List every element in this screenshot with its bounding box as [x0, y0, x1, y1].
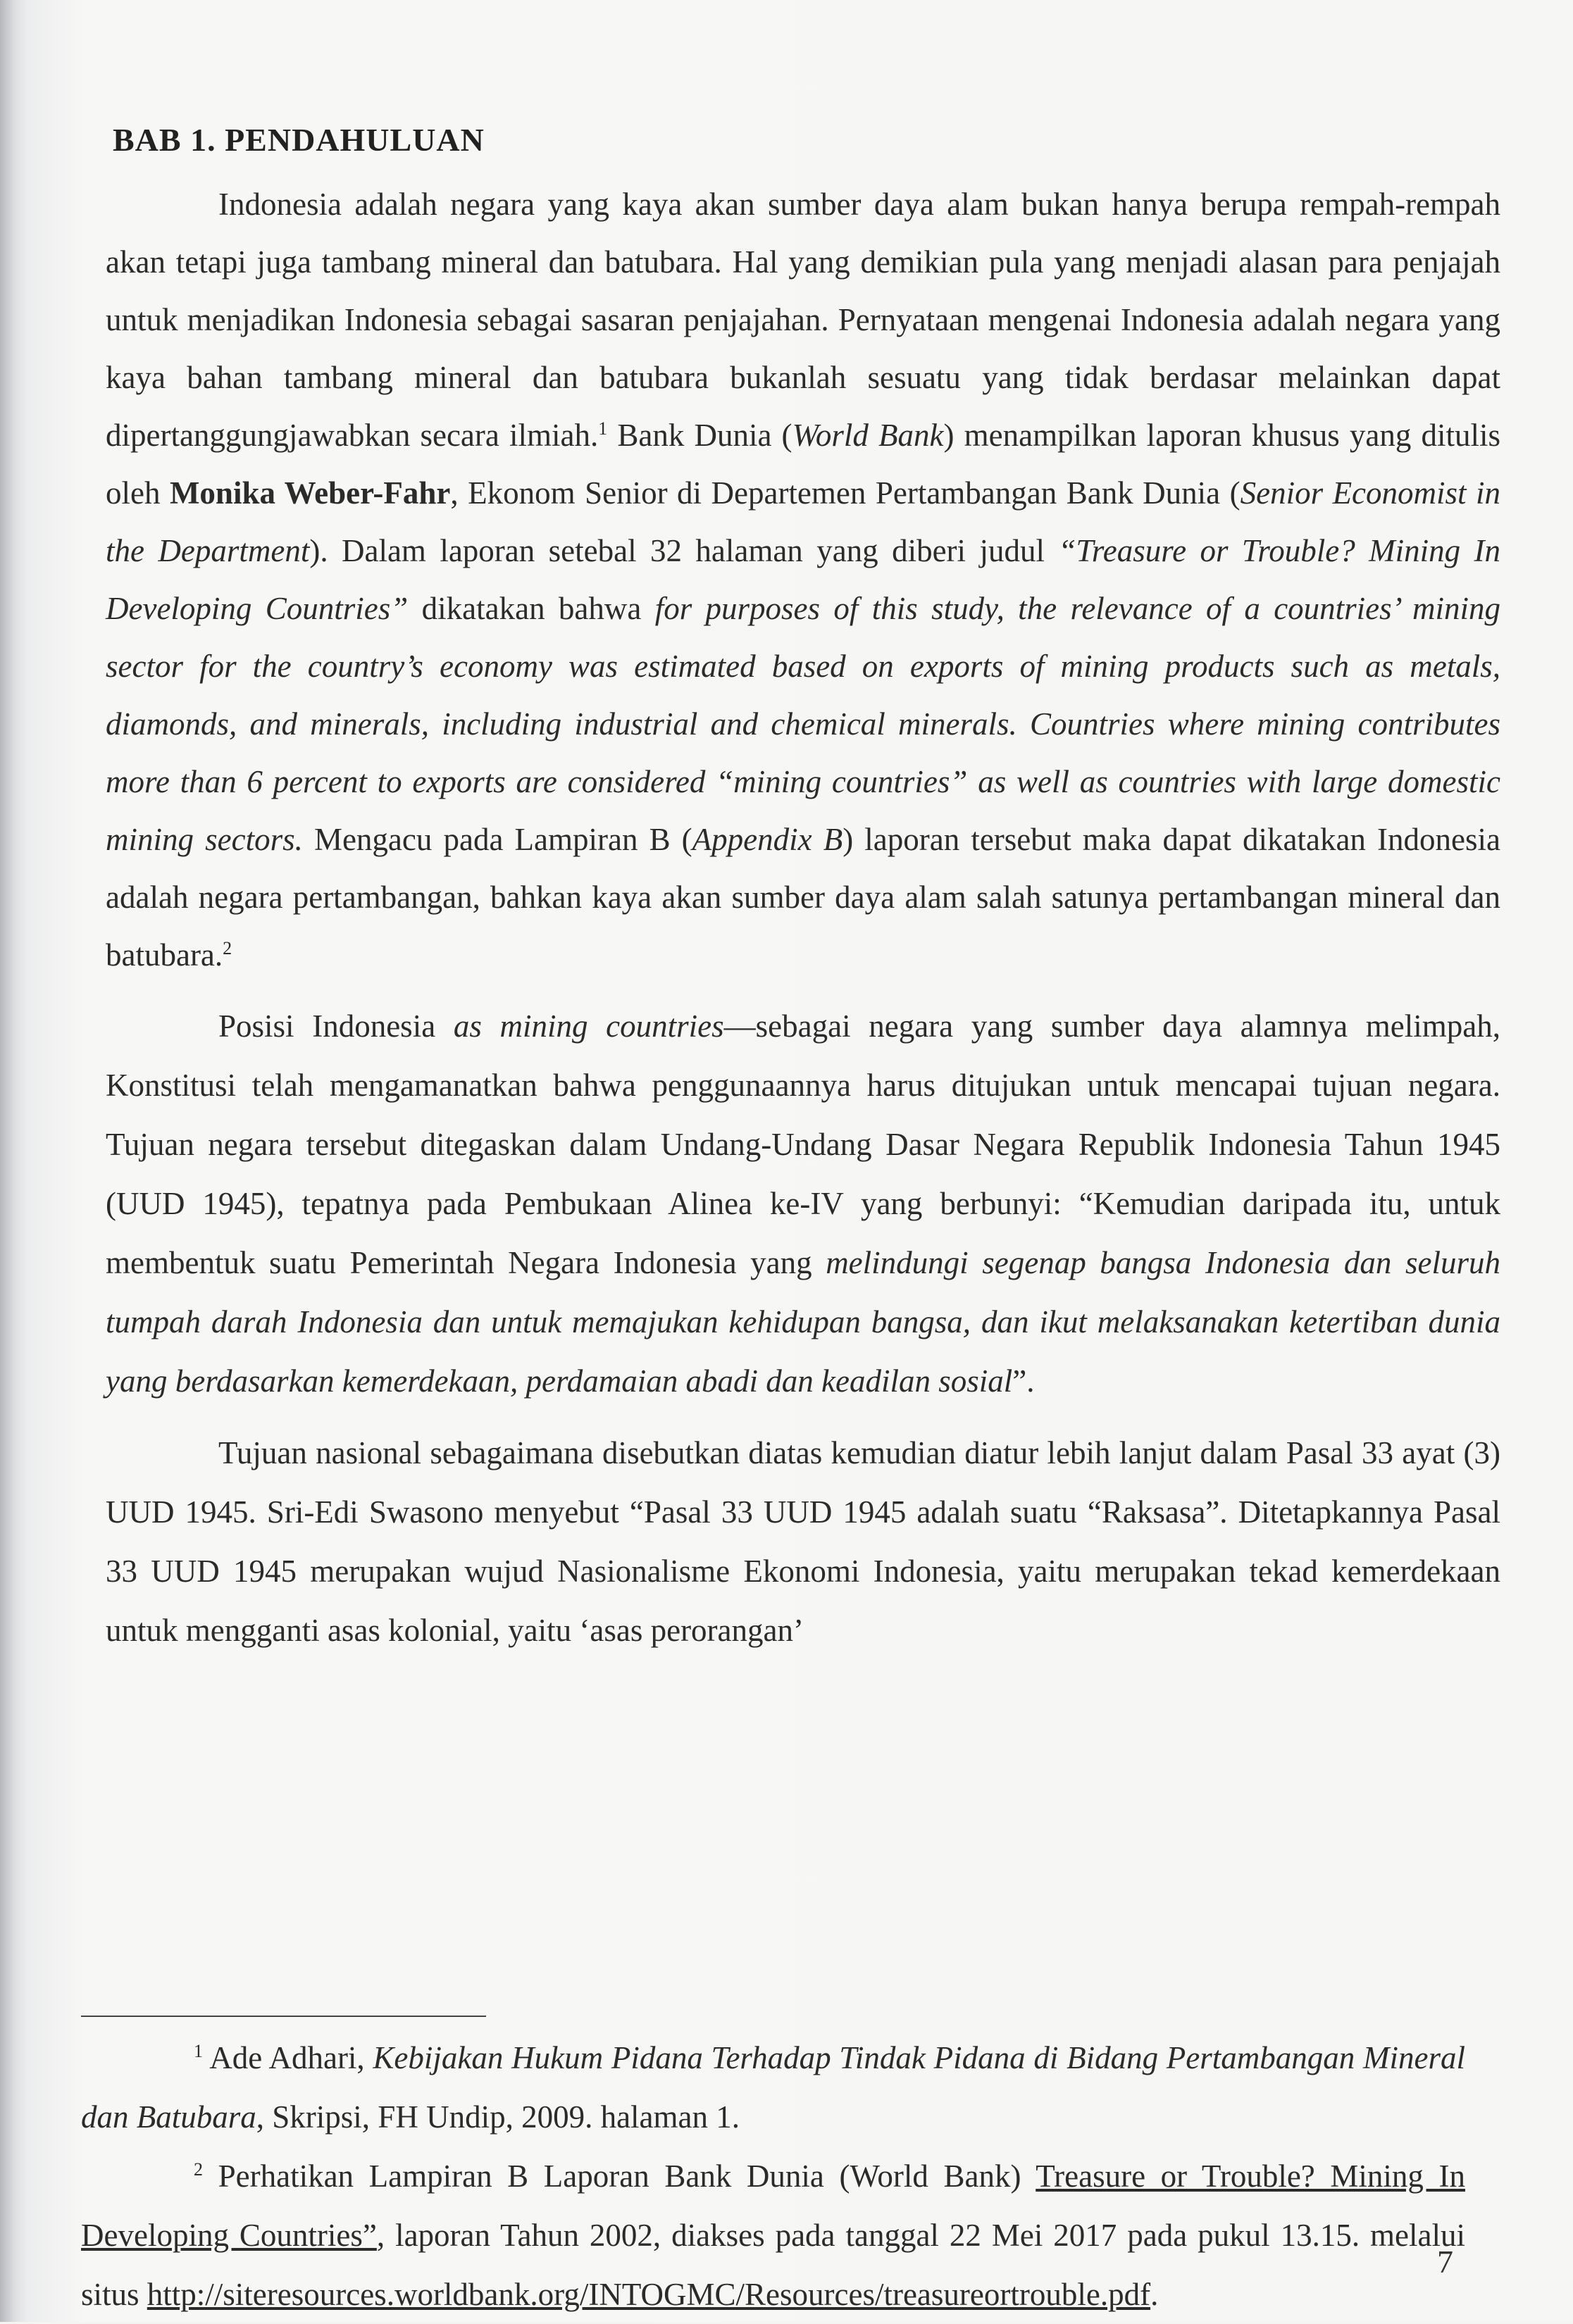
english-quote-italic: for purposes of this study, the relevance of a countries’ mining sector for the country’s economy was estimated based on exports of mining products such as metals, diamonds, and minerals, including industrial and chemical minerals. Countries where mining contributes more than 6 percent to exports are considered “mining countries” as well as countries with large domestic mining sectors. [106, 591, 1500, 857]
footnote-2-report-title: Treasure or Trouble? Mining In Developing Countries” [81, 2159, 1465, 2253]
preamble-quote-italic: melindungi segenap bangsa Indonesia dan seluruh tumpah darah Indonesia dan untuk memajukan kehidupan bangsa, dan ikut melaksanakan ketertiban dunia yang berdasarkan kemerdekaan, perdamaian abadi dan keadilan sosial [106, 1245, 1501, 1399]
para1-italic-2: Senior Economist in the Department [106, 475, 1501, 568]
para1-text-2: Bank Dunia ( [607, 418, 792, 453]
footnote-2-text-2: , laporan Tahun 2002, diakses pada tanggal 22 Mei 2017 pada pukul 13.15. melalui situs [81, 2218, 1465, 2312]
para1-text-3: ) menampilkan laporan khusus yang ditulis oleh [106, 418, 1500, 511]
page-binding-edge [0, 0, 15, 2322]
footnote-ref-1: 1 [598, 418, 608, 439]
footnote-2-url-link[interactable]: http://siteresources.worldbank.org/INTOGMC/Resources/treasureortrouble.pdf [147, 2277, 1151, 2312]
footnote-1-number: 1 [194, 2041, 203, 2061]
footnote-2-text-3: . [1150, 2277, 1159, 2312]
para1-italic-5: Appendix B [692, 822, 843, 857]
para1-text-5: ). Dalam laporan setebal 32 halaman yang diberi judul [309, 533, 1059, 568]
paragraph-2 [106, 997, 1500, 1411]
para2-text-2: —sebagai negara yang sumber daya alamnya melimpah, Konstitusi telah mengamanatkan bahwa penggunaannya harus ditujukan untuk mencapai tujuan negara. Tujuan negara tersebut ditegaskan dalam Undang-Undang Dasar Negara Republik Indonesia Tahun 1945 (UUD 1945), tepatnya pada Pembukaan Alinea ke-IV yang berbunyi: “Kemudian daripada itu, untuk membentuk suatu Pemerintah Negara Indonesia yang [106, 1008, 1500, 1280]
para1-text-8: ) laporan tersebut maka dapat dikatakan Indonesia adalah negara pertambangan, bahkan kaya akan sumber daya alam salah satunya pertambangan mineral dan batubara. [106, 822, 1500, 973]
footnote-2 [81, 2147, 1465, 2324]
paragraph-1 [106, 175, 1500, 984]
chapter-heading: BAB 1. PENDAHULUAN [113, 122, 485, 158]
para2-text-1: Posisi Indonesia [218, 1008, 454, 1044]
page-content [106, 106, 1500, 1660]
para1-italic-1: World Bank [792, 418, 944, 453]
footnote-2-text-1: Perhatikan Lampiran B Laporan Bank Dunia (World Bank) [203, 2159, 1036, 2194]
footnote-1-text-1: Ade Adhari, [203, 2040, 373, 2075]
footnote-1-title: Kebijakan Hukum Pidana Terhadap Tindak Pidana di Bidang Pertambangan Mineral dan Batubara [81, 2040, 1465, 2135]
author-name-bold: Monika Weber-Fahr [169, 475, 451, 511]
paragraph-3: Tujuan nasional sebagaimana disebutkan diatas kemudian diatur lebih lanjut dalam Pasal 33 ayat (3) UUD 1945. Sri-Edi Swasono menyebut “Pasal 33 UUD 1945 adalah suatu “Raksasa”. Ditetapkannya Pasal 33 UUD 1945 merupakan wujud Nasionalisme Ekonomi Indonesia, yaitu merupakan tekad kemerdekaan untuk mengganti asas kolonial, yaitu ‘asas perorangan’ [106, 1435, 1500, 1648]
footnote-ref-2: 2 [223, 938, 232, 958]
footnote-1 [81, 2028, 1465, 2147]
para1-text-4: , Ekonom Senior di Departemen Pertambangan Bank Dunia ( [450, 475, 1241, 511]
page-number: 7 [1437, 2244, 1453, 2280]
footnotes [81, 2028, 1465, 2324]
para1-text-6: dikatakan bahwa [408, 591, 655, 626]
para2-text-3: ”. [1012, 1363, 1035, 1399]
para2-italic-1: as mining countries [453, 1008, 724, 1044]
report-title-italic: “Treasure or Trouble? Mining In Developing Countries” [106, 533, 1500, 626]
footnote-divider [81, 2016, 486, 2017]
para1-text-1: Indonesia adalah negara yang kaya akan sumber daya alam bukan hanya berupa rempah-rempah akan tetapi juga tambang mineral dan batubara. Hal yang demikian pula yang menjadi alasan para penjajah untuk menjadikan Indonesia sebagai sasaran penjajahan. Pernyataan mengenai Indonesia adalah negara yang kaya bahan tambang mineral dan batubara bukanlah sesuatu yang tidak berdasar melainkan dapat dipertanggungjawabkan secara ilmiah. [106, 187, 1500, 453]
footnote-2-number: 2 [194, 2159, 203, 2180]
footnote-1-text-2: , Skripsi, FH Undip, 2009. halaman 1. [256, 2099, 740, 2135]
para1-text-7: Mengacu pada Lampiran B ( [302, 822, 692, 857]
